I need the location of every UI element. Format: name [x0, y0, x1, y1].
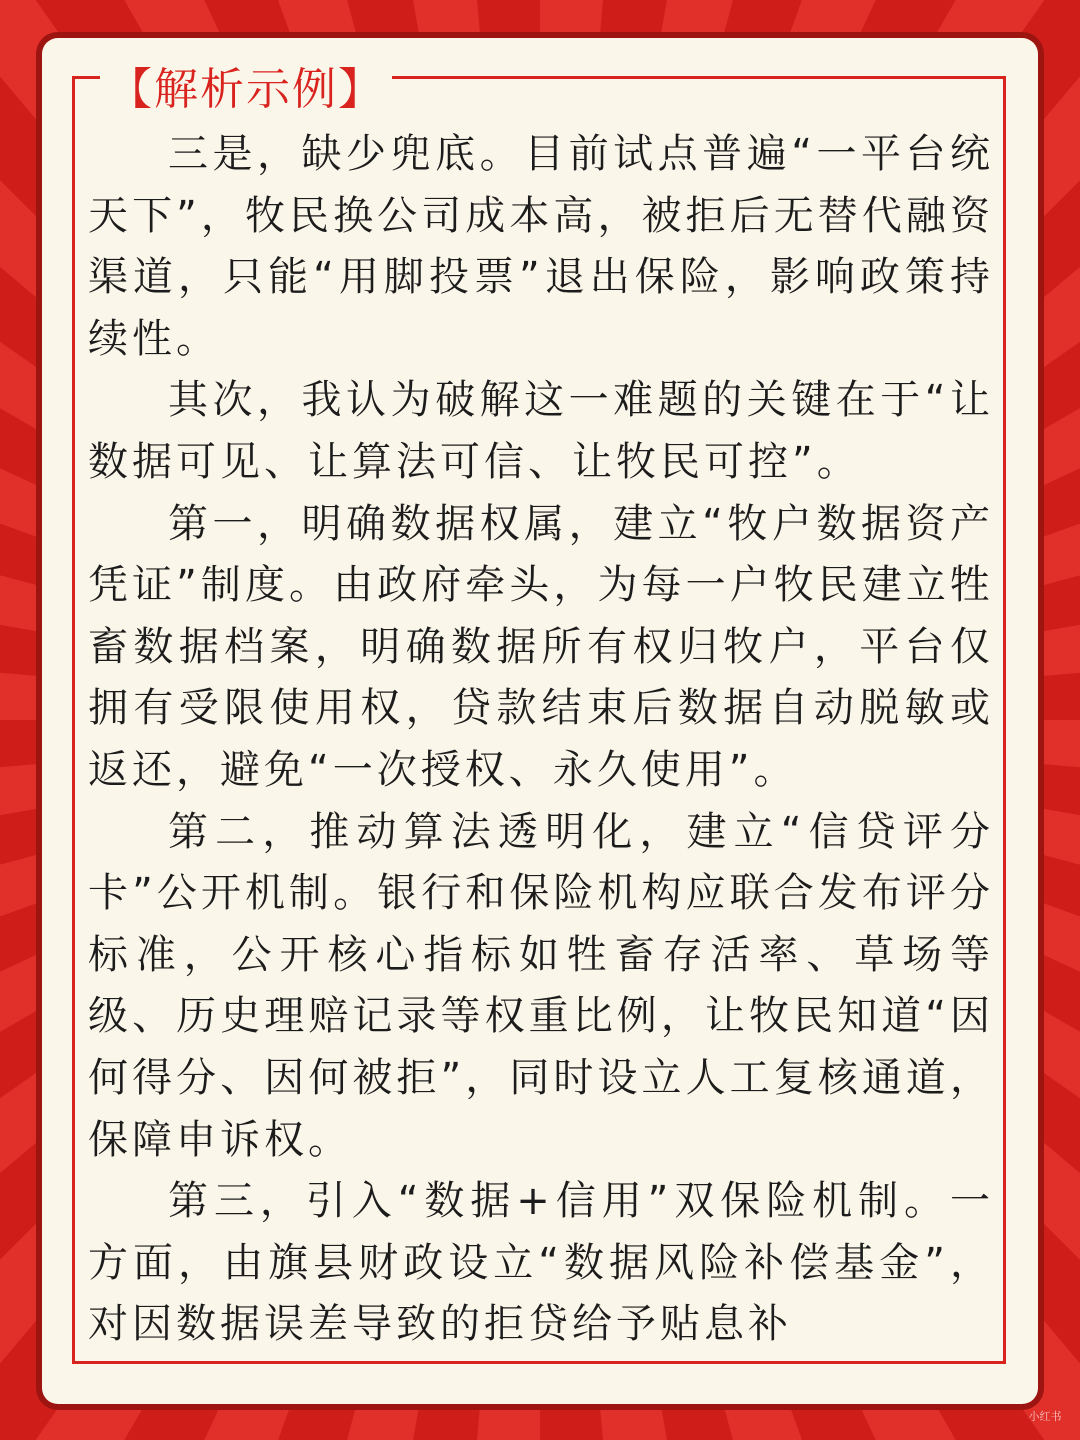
section-title: 【解析示例】: [100, 58, 392, 122]
paragraph-1: 三是，缺少兜底。目前试点普遍“一平台统天下”，牧民换公司成本高，被拒后无替代融资渠道，只能“用脚投票”退出保险，影响政策持续性。: [88, 131, 994, 362]
paragraph-2: 其次，我认为破解这一难题的关键在于“让数据可见、让算法可信、让牧民可控”。: [88, 377, 994, 485]
paragraph-4: 第二，推动算法透明化，建立“信贷评分卡”公开机制。银行和保险机构应联合发布评分标准，公开核心指标如牲畜存活率、草场等级、历史理赔记录等权重比例，让牧民知道“因何得分、因何被拒”，同时设立人工复核通道，保障申诉权。: [88, 808, 994, 1163]
paragraph-5: 第三，引入“数据+信用”双保险机制。一方面，由旗县财政设立“数据风险补偿基金”，对因数据误差导致的拒贷给予贴息补: [88, 1178, 994, 1348]
watermark: 小红书: [1028, 1410, 1062, 1423]
paragraph-3: 第一，明确数据权属，建立“牧户数据资产凭证”制度。由政府牵头，为每一户牧民建立牲畜数据档案，明确数据所有权归牧户，平台仅拥有受限使用权，贷款结束后数据自动脱敏或返还，避免“一次授权、永久使用”。: [88, 500, 994, 793]
article-body: [88, 124, 994, 1356]
